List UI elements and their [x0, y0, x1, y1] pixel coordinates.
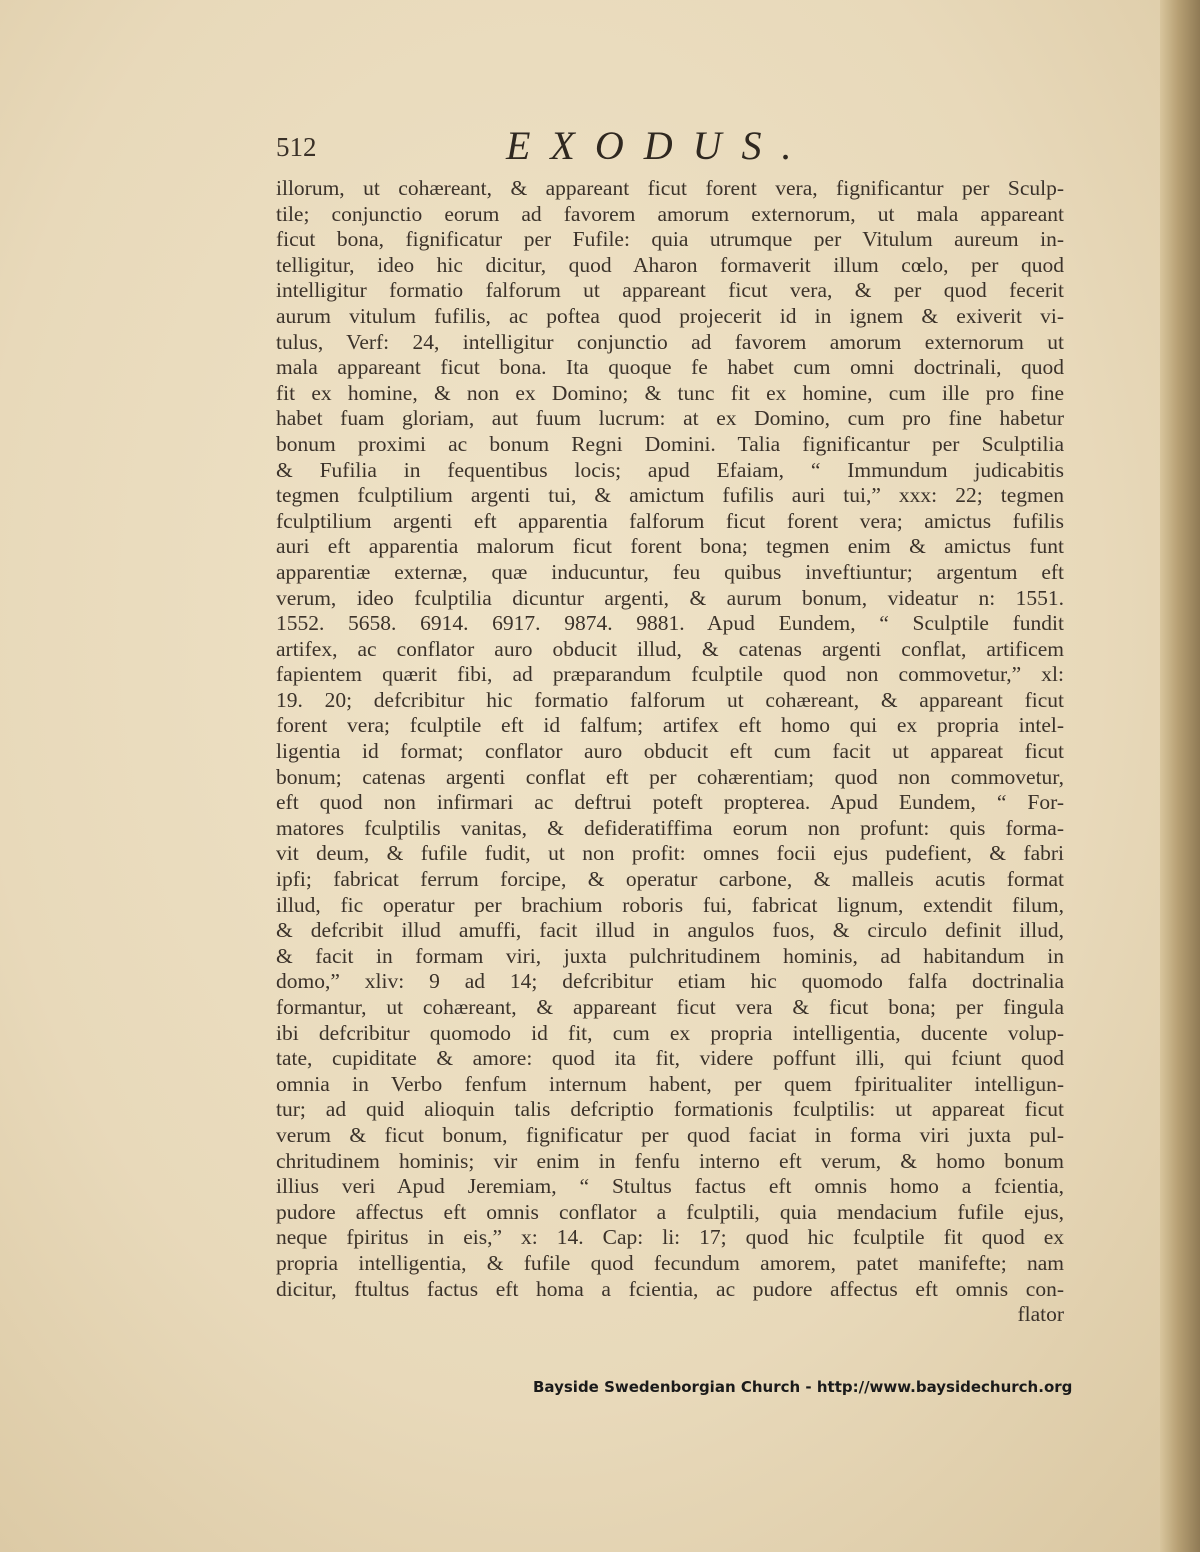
text-line: bonum; catenas argenti conflat eft per cohærentiam; quod non commovetur,	[276, 764, 1064, 789]
text-line: bonum proximi ac bonum Regni Domini. Talia fignificantur per Sculptilia	[276, 431, 1064, 456]
text-line: formantur, ut cohæreant, & appareant ficut vera & ficut bona; per fingula	[276, 995, 1064, 1019]
text-line: eft quod non infirmari ac deftrui poteft propterea. Apud Eundem, “ For-	[276, 790, 1064, 815]
text-line: verum & ficut bonum, fignificatur per quod faciat in forma viri juxta pul-	[276, 1122, 1064, 1147]
text-line: fculptilium argenti eft apparentia falforum ficut forent vera; amictus fufilis	[276, 508, 1064, 533]
text-line: apparentiæ externæ, quæ inducuntur, feu quibus inveftiuntur; argentum eft	[276, 559, 1064, 584]
page-header	[276, 122, 1066, 172]
text-line: ipfi; fabricat ferrum forcipe, & operatur carbone, & malleis acutis format	[276, 867, 1064, 892]
text-line: fapientem quærit fibi, ad præparandum fculptile quod non commovetur,” xl:	[276, 662, 1064, 687]
text-line: tur; ad quid alioquin talis defcriptio formationis fculptilis: ut appareat ficut	[276, 1097, 1064, 1122]
text-line: habet fuam gloriam, aut fuum lucrum: at ex Domino, cum pro fine habetur	[276, 406, 1064, 431]
text-line: & facit in formam viri, juxta pulchritudinem hominis, ad habitandum in	[276, 943, 1064, 968]
footer-watermark: Bayside Swedenborgian Church - http://www.baysidechurch.org	[533, 1378, 1073, 1396]
text-line: tile; conjunctio eorum ad favorem amorum externorum, ut mala appareant	[276, 201, 1064, 226]
text-line: illud, fic operatur per brachium roboris fui, fabricat lignum, extendit filum,	[276, 892, 1064, 917]
text-line: artifex, ac conflator auro obducit illud, & catenas argenti conflat, artificem	[276, 636, 1064, 661]
text-line: propria intelligentia, & fufile quod fecundum amorem, patet manifefte; nam	[276, 1250, 1064, 1275]
text-line: fit ex homine, & non ex Domino; & tunc fit ex homine, cum ille pro fine	[276, 380, 1064, 405]
text-line: ficut bona, fignificatur per Fufile: quia utrumque per Vitulum aureum in-	[276, 227, 1064, 252]
text-line: vit deum, & fufile fudit, ut non profit: omnes focii ejus pudefient, & fabri	[276, 841, 1064, 866]
text-line: & Fufilia in fequentibus locis; apud Efaiam, “ Immundum judicabitis	[276, 457, 1064, 482]
text-line: 1552. 5658. 6914. 6917. 9874. 9881. Apud Eundem, “ Sculptile fundit	[276, 611, 1064, 636]
text-line: telligitur, ideo hic dicitur, quod Aharon formaverit illum cœlo, per quod	[276, 252, 1064, 277]
text-line: omnia in Verbo fenfum internum habent, per quem fpiritualiter intelligun-	[276, 1071, 1064, 1096]
text-line: domo,” xliv: 9 ad 14; defcribitur etiam hic quomodo falfa doctrinalia	[276, 969, 1064, 994]
text-line: tate, cupiditate & amore: quod ita fit, videre poffunt illi, qui fciunt quod	[276, 1046, 1064, 1071]
text-line: ligentia id format; conflator auro obducit eft cum facit ut appareat ficut	[276, 739, 1064, 764]
text-line: 19. 20; defcribitur hic formatio falforum ut cohæreant, & appareant ficut	[276, 687, 1064, 712]
text-line: neque fpiritus in eis,” x: 14. Cap: li: 17; quod hic fculptile fit quod ex	[276, 1225, 1064, 1250]
text-line: illorum, ut cohæreant, & appareant ficut forent vera, fignificantur per Sculp-	[276, 176, 1064, 200]
text-line: chritudinem hominis; vir enim in fenfu interno eft verum, & homo bonum	[276, 1148, 1064, 1173]
body-text	[276, 176, 1064, 1328]
text-line: dicitur, ftultus factus eft homa a fcientia, ac pudore affectus eft omnis con-	[276, 1276, 1064, 1301]
page-number: 512	[276, 132, 317, 162]
text-line: aurum vitulum fufilis, ac poftea quod projecerit id in ignem & exiverit vi-	[276, 303, 1064, 328]
text-line: illius veri Apud Jeremiam, “ Stultus factus eft omnis homo a fcientia,	[276, 1174, 1064, 1199]
text-line: pudore affectus eft omnis conflator a fculptili, quia mendacium fufile ejus,	[276, 1199, 1064, 1224]
text-line: & defcribit illud amuffi, facit illud in angulos fuos, & circulo definit illud,	[276, 918, 1064, 943]
text-line: matores fculptilis vanitas, & defideratiffima eorum non profunt: quis forma-	[276, 815, 1064, 840]
text-line: tulus, Verf: 24, intelligitur conjunctio ad favorem amorum externorum ut	[276, 329, 1064, 354]
text-line: flator	[1017, 1302, 1064, 1327]
running-title: EXODUS.	[506, 123, 812, 168]
text-line: tegmen fculptilium argenti tui, & amictum fufilis auri tui,” xxx: 22; tegmen	[276, 483, 1064, 508]
text-line: intelligitur formatio falforum ut appareant ficut vera, & per quod fecerit	[276, 278, 1064, 303]
text-line: auri eft apparentia malorum ficut forent bona; tegmen enim & amictus funt	[276, 534, 1064, 559]
text-line: verum, ideo fculptilia dicuntur argenti, & aurum bonum, videatur n: 1551.	[276, 585, 1064, 610]
text-line: forent vera; fculptile eft id falfum; artifex eft homo qui ex propria intel-	[276, 713, 1064, 738]
text-line: mala appareant ficut bona. Ita quoque fe habet cum omni doctrinali, quod	[276, 355, 1064, 380]
page-edge-shadow	[1160, 0, 1200, 1552]
text-line: ibi defcribitur quomodo id fit, cum ex propria intelligentia, ducente volup-	[276, 1020, 1064, 1045]
